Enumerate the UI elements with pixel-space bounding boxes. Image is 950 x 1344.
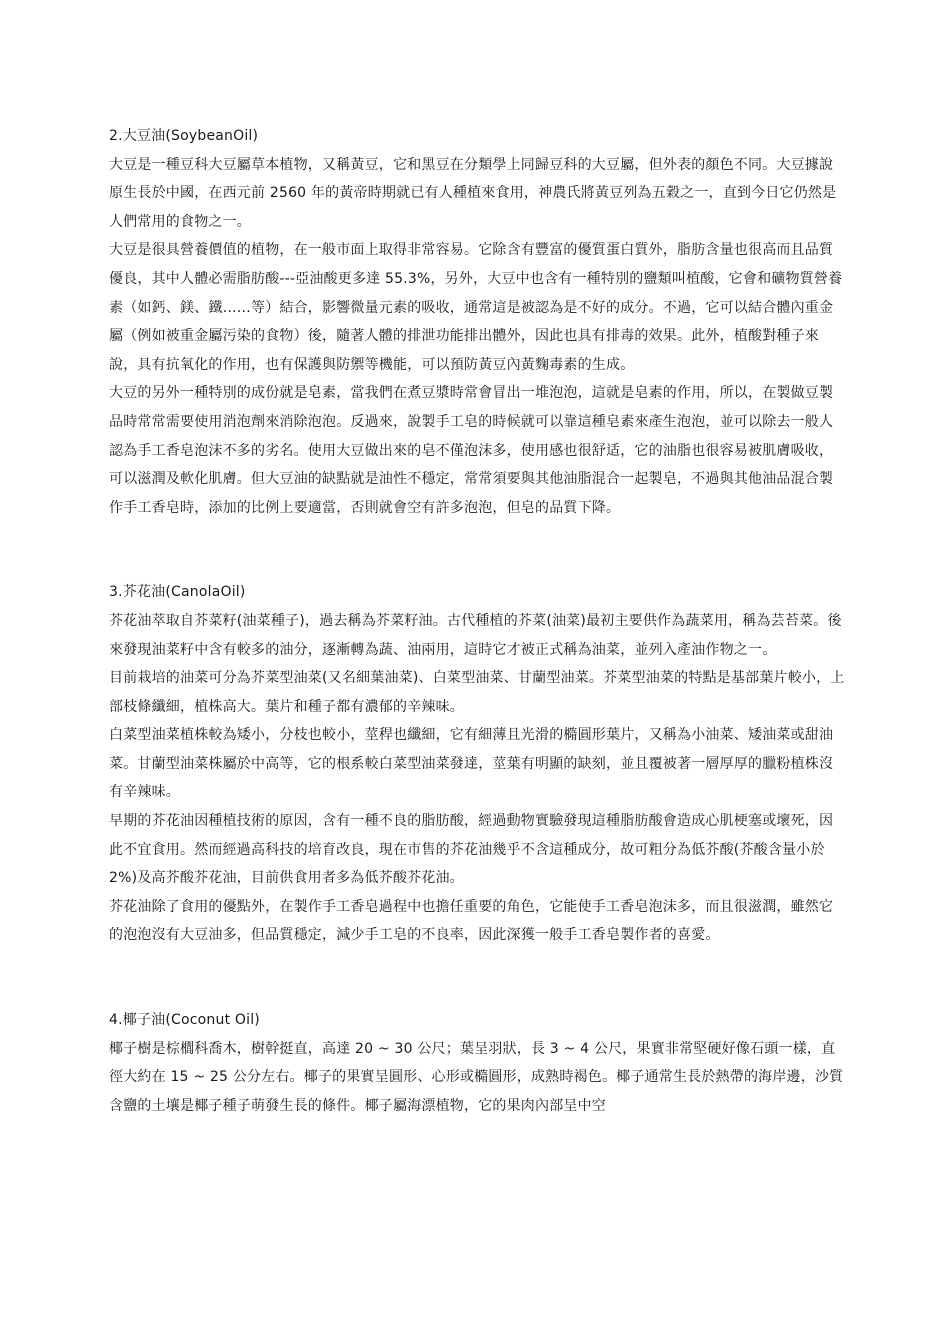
paragraph: 芥花油除了食用的優點外，在製作手工香皂過程中也擔任重要的角色，它能使手工香皂泡沫多，而且很滋潤，雖然它的泡泡沒有大豆油多，但品質穩定，減少手工皂的不良率，因此深獲一般手工香皂製作者的喜愛。 [109,898,834,944]
paragraph: 早期的芥花油因種植技術的原因，含有一種不良的脂肪酸，經過動物實驗發現這種脂肪酸會造成心肌梗塞或壞死，因此不宜食用。然而經過高科技的培育改良，現在市售的芥花油幾乎不含這種成分，故可粗分為低芥酸(芥酸含量小於 2%)及高芥酸芥花油，目前供食用者多為低芥酸芥花油。 [109,813,834,887]
document-page [109,122,845,1120]
section-heading: 4.椰子油(Coconut Oil) [109,1012,260,1029]
section-canola-oil [109,578,845,950]
section-coconut-oil [109,1006,845,1120]
paragraph: 大豆是很具營養價值的植物，在一般市面上取得非常容易。它除含有豐富的優質蛋白質外，脂肪含量也很高而且品質優良，其中人體必需脂肪酸---亞油酸更多達 55.3%，另外，大豆中也含有一種特別的鹽類叫植酸，它會和礦物質營養素（如鈣、鎂、鐵……等）結合，影響微量元素的吸收，通常這是被認為是不好的成分。不過，它可以結合體內重金屬（例如被重金屬污染的食物）後，隨著人體的排泄功能排出體外，因此也具有排毒的效果。此外，植酸對種子來說，具有抗氧化的作用，也有保護與防禦等機能，可以預防黃豆內黃麴毒素的生成。 [109,242,843,373]
section-soybean-oil [109,122,845,522]
section-heading: 3.芥花油(CanolaOil) [109,584,246,601]
section-heading: 2.大豆油(SoybeanOil) [109,128,259,144]
paragraph: 椰子樹是棕櫚科喬木，樹幹挺直，高達 20 ~ 30 公尺；葉呈羽狀，長 3 ~ 4 公尺，果實非常堅硬好像石頭一樣，直徑大約在 15 ~ 25 公分左右。椰子的果實呈圓形、心形或橢圓形，成熟時褐色。椰子通常生長於熱帶的海岸邊，沙質含鹽的土壤是椰子種子萌發生長的條件。椰子屬海漂植物，它的果肉內部呈中空 [109,1040,844,1114]
paragraph: 大豆是一種豆科大豆屬草本植物，又稱黃豆，它和黑豆在分類學上同歸豆科的大豆屬，但外表的顏色不同。大豆據說原生長於中國，在西元前 2560 年的黃帝時期就已有人種植來食用，神農氏將黃豆列為五穀之一，直到今日它仍然是人們常用的食物之一。 [109,156,837,230]
paragraph: 大豆的另外一種特別的成份就是皂素，當我們在煮豆漿時常會冒出一堆泡泡，這就是皂素的作用，所以，在製做豆製品時常常需要使用消泡劑來消除泡泡。反過來，說製手工皂的時候就可以靠這種皂素來產生泡泡，並可以除去一般人認為手工香皂泡沫不多的劣名。使用大豆做出來的皂不僅泡沫多，使用感也很舒适，它的油脂也很容易被肌膚吸收，可以滋潤及軟化肌膚。但大豆油的缺點就是油性不穩定，常常須要與其他油脂混合一起製皂，不過與其他油品混合製作手工香皂時，添加的比例上要適當，否則就會空有許多泡泡，但皂的品質下降。 [109,385,834,516]
paragraph: 目前栽培的油菜可分為芥菜型油菜(又名細葉油菜)、白菜型油菜、甘蘭型油菜。芥菜型油菜的特點是基部葉片較小，上部枝條纖細，植株高大。葉片和種子都有濃郁的辛辣味。 [109,670,845,715]
paragraph: 芥花油萃取自芥菜籽(油菜種子)，過去稱為芥菜籽油。古代種植的芥菜(油菜)最初主要供作為蔬菜用，稱為芸苔菜。後來發現油菜籽中含有較多的油分，逐漸轉為蔬、油兩用，這時它才被正式稱為油菜，並列入產油作物之一。 [109,612,842,658]
paragraph: 白菜型油菜植株較為矮小，分枝也較小，莖稈也纖細，它有細薄且光滑的橢圓形葉片，又稱為小油菜、矮油菜或甜油菜。甘蘭型油菜株屬於中高等，它的根系較白菜型油菜發達，莖葉有明顯的缺刻，並且覆被著一層厚厚的臘粉植株沒有辛辣味。 [109,727,834,801]
